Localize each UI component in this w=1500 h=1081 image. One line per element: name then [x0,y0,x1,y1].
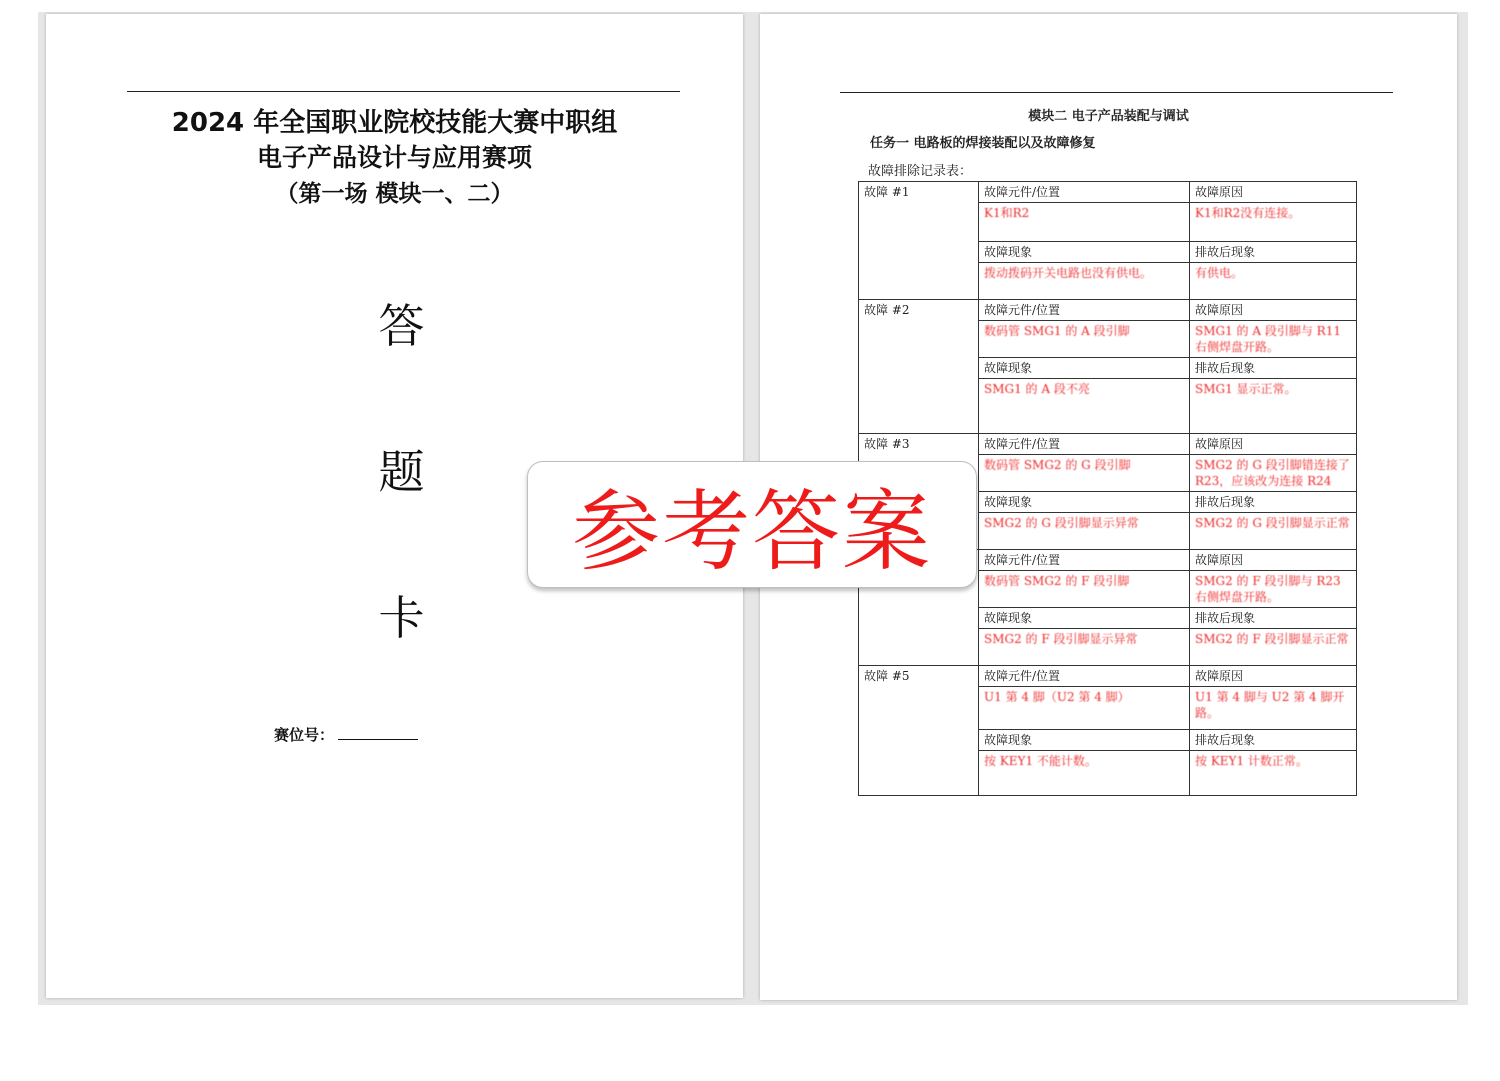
after-value: SMG2 的 G 段引脚显示正常 [1190,513,1357,550]
component-label: 故障元件/位置 [979,434,1190,455]
cover-title-line3: （第一场 模块一、二） [275,181,514,207]
cover-char-da: 答 [378,299,425,353]
header-rule-right [840,92,1393,93]
cause-label: 故障原因 [1190,550,1357,571]
cause-value: U1 第 4 脚与 U2 第 4 脚开路。 [1190,687,1357,730]
fault-id: 故障 #1 [859,182,979,300]
after-value: 按 KEY1 计数正常。 [1190,751,1357,796]
component-value: 数码管 SMG1 的 A 段引脚 [979,321,1190,358]
phenomenon-value: 按 KEY1 不能计数。 [979,751,1190,796]
stamp-text: 参考答案 [571,479,932,583]
cause-label: 故障原因 [1190,666,1357,687]
phenomenon-label: 故障现象 [979,242,1190,263]
table-row [859,182,1357,203]
table-row [859,300,1357,321]
fault-id: 故障 #2 [859,300,979,434]
phenomenon-label: 故障现象 [979,730,1190,751]
component-label: 故障元件/位置 [979,666,1190,687]
after-value: 有供电。 [1190,263,1357,300]
component-value: K1和R2 [979,203,1190,242]
cause-value: K1和R2没有连接。 [1190,203,1357,242]
cover-title-line1: 2024 年全国职业院校技能大赛中职组 [171,108,618,138]
component-label: 故障元件/位置 [979,550,1190,571]
fault-id: 故障 #5 [859,666,979,796]
cause-label: 故障原因 [1190,434,1357,455]
table-row [859,666,1357,687]
phenomenon-value: SMG1 的 A 段不亮 [979,379,1190,434]
after-label: 排故后现象 [1190,358,1357,379]
phenomenon-value: SMG2 的 G 段引脚显示异常 [979,513,1190,550]
cause-value: SMG1 的 A 段引脚与 R11 右侧焊盘开路。 [1190,321,1357,358]
table-caption: 故障排除记录表： [868,164,973,179]
header-rule [127,91,680,92]
phenomenon-label: 故障现象 [979,492,1190,513]
phenomenon-value: SMG2 的 F 段引脚显示异常 [979,629,1190,666]
after-value: SMG1 显示正常。 [1190,379,1357,434]
after-label: 排故后现象 [1190,242,1357,263]
cover-title-line2: 电子产品设计与应用赛项 [256,143,532,172]
task-title: 任务一 电路板的焊接装配以及故障修复 [870,136,1096,151]
phenomenon-label: 故障现象 [979,608,1190,629]
reference-answer-stamp [527,461,977,588]
table-row [859,434,1357,455]
after-label: 排故后现象 [1190,730,1357,751]
component-value: 数码管 SMG2 的 G 段引脚 [979,455,1190,492]
component-label: 故障元件/位置 [979,300,1190,321]
cause-label: 故障原因 [1190,182,1357,203]
seat-number-blank [338,725,418,740]
seat-number-field [274,724,418,745]
phenomenon-value: 拨动拨码开关电路也没有供电。 [979,263,1190,300]
cause-value: SMG2 的 F 段引脚与 R23 右侧焊盘开路。 [1190,571,1357,608]
cover-char-ka: 卡 [378,591,425,645]
component-label: 故障元件/位置 [979,182,1190,203]
after-value: SMG2 的 F 段引脚显示正常 [1190,629,1357,666]
cover-char-ti: 题 [378,445,425,499]
seat-number-label: 赛位号： [274,726,335,744]
module-title: 模块二 电子产品装配与调试 [1028,109,1189,124]
after-label: 排故后现象 [1190,608,1357,629]
after-label: 排故后现象 [1190,492,1357,513]
cause-label: 故障原因 [1190,300,1357,321]
phenomenon-label: 故障现象 [979,358,1190,379]
component-value: 数码管 SMG2 的 F 段引脚 [979,571,1190,608]
component-value: U1 第 4 脚（U2 第 4 脚） [979,687,1190,730]
cause-value: SMG2 的 G 段引脚错连接了 R23，应该改为连接 R24 [1190,455,1357,492]
fault-id: 故障 #3 [859,434,979,550]
